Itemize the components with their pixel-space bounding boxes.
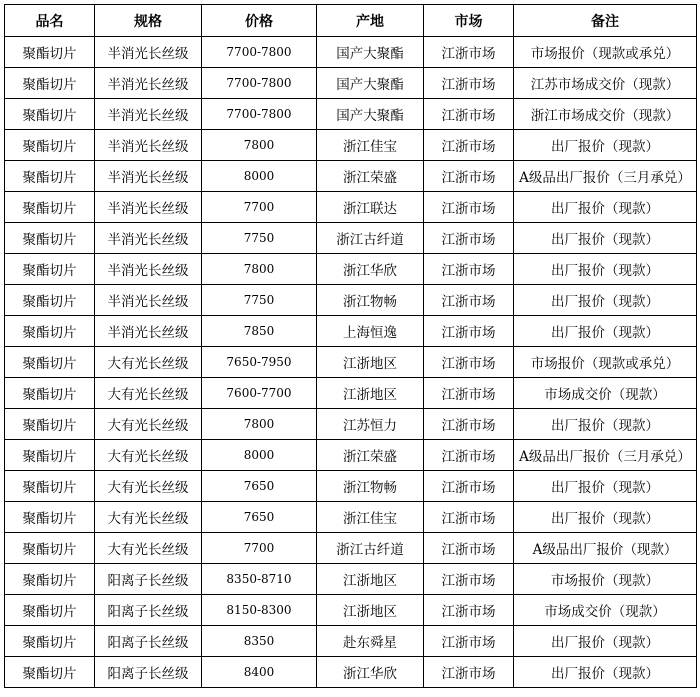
cell-origin: 上海恒逸 [317, 316, 424, 347]
cell-origin: 浙江古纤道 [317, 223, 424, 254]
cell-remarks: 市场成交价（现款） [514, 378, 697, 409]
cell-specification: 大有光长丝级 [95, 471, 202, 502]
cell-market: 江浙市场 [424, 192, 514, 223]
cell-price: 8400 [202, 657, 317, 688]
cell-market: 江浙市场 [424, 409, 514, 440]
cell-product-name: 聚酯切片 [5, 564, 95, 595]
cell-market: 江浙市场 [424, 378, 514, 409]
table-row [5, 595, 697, 626]
cell-remarks: 出厂报价（现款） [514, 130, 697, 161]
cell-price: 8000 [202, 440, 317, 471]
table-row [5, 502, 697, 533]
cell-market: 江浙市场 [424, 347, 514, 378]
table-header-row [5, 5, 697, 37]
table-row [5, 409, 697, 440]
cell-specification: 阳离子长丝级 [95, 595, 202, 626]
cell-price: 7650 [202, 502, 317, 533]
cell-remarks: 市场报价（现款） [514, 564, 697, 595]
header-market: 市场 [424, 5, 514, 37]
cell-product-name: 聚酯切片 [5, 223, 95, 254]
cell-price: 7850 [202, 316, 317, 347]
cell-specification: 半消光长丝级 [95, 161, 202, 192]
cell-price: 7700-7800 [202, 68, 317, 99]
table-row [5, 471, 697, 502]
cell-product-name: 聚酯切片 [5, 316, 95, 347]
cell-product-name: 聚酯切片 [5, 161, 95, 192]
table-row [5, 254, 697, 285]
header-remarks: 备注 [514, 5, 697, 37]
cell-market: 江浙市场 [424, 37, 514, 68]
cell-price: 7800 [202, 130, 317, 161]
table-row [5, 440, 697, 471]
cell-price: 7700-7800 [202, 37, 317, 68]
cell-origin: 江浙地区 [317, 595, 424, 626]
cell-specification: 半消光长丝级 [95, 192, 202, 223]
table-row [5, 378, 697, 409]
table-row [5, 285, 697, 316]
cell-remarks: 出厂报价（现款） [514, 254, 697, 285]
cell-specification: 半消光长丝级 [95, 254, 202, 285]
cell-market: 江浙市场 [424, 130, 514, 161]
cell-price: 7750 [202, 285, 317, 316]
cell-specification: 大有光长丝级 [95, 347, 202, 378]
cell-specification: 半消光长丝级 [95, 130, 202, 161]
cell-specification: 大有光长丝级 [95, 440, 202, 471]
cell-origin: 国产大聚酯 [317, 37, 424, 68]
cell-origin: 浙江物畅 [317, 285, 424, 316]
cell-specification: 大有光长丝级 [95, 533, 202, 564]
cell-price: 7650-7950 [202, 347, 317, 378]
cell-origin: 国产大聚酯 [317, 68, 424, 99]
cell-remarks: 出厂报价（现款） [514, 626, 697, 657]
cell-product-name: 聚酯切片 [5, 533, 95, 564]
cell-remarks: 出厂报价（现款） [514, 223, 697, 254]
cell-market: 江浙市场 [424, 161, 514, 192]
table-row [5, 347, 697, 378]
cell-price: 8000 [202, 161, 317, 192]
cell-market: 江浙市场 [424, 595, 514, 626]
cell-price: 7600-7700 [202, 378, 317, 409]
cell-product-name: 聚酯切片 [5, 68, 95, 99]
cell-remarks: 出厂报价（现款） [514, 316, 697, 347]
cell-product-name: 聚酯切片 [5, 626, 95, 657]
cell-origin: 江浙地区 [317, 378, 424, 409]
table-row [5, 564, 697, 595]
cell-market: 江浙市场 [424, 223, 514, 254]
cell-remarks: 江苏市场成交价（现款） [514, 68, 697, 99]
cell-product-name: 聚酯切片 [5, 254, 95, 285]
cell-remarks: A级品出厂报价（现款） [514, 533, 697, 564]
table-row [5, 657, 697, 688]
cell-origin: 浙江华欣 [317, 254, 424, 285]
header-specification: 规格 [95, 5, 202, 37]
cell-market: 江浙市场 [424, 502, 514, 533]
table-body [5, 37, 697, 688]
cell-origin: 浙江物畅 [317, 471, 424, 502]
cell-origin: 浙江荣盛 [317, 161, 424, 192]
header-price: 价格 [202, 5, 317, 37]
cell-price: 7750 [202, 223, 317, 254]
cell-remarks: 市场报价（现款或承兑） [514, 347, 697, 378]
cell-price: 7700 [202, 533, 317, 564]
cell-specification: 阳离子长丝级 [95, 626, 202, 657]
table-row [5, 161, 697, 192]
cell-product-name: 聚酯切片 [5, 37, 95, 68]
cell-remarks: 出厂报价（现款） [514, 409, 697, 440]
cell-market: 江浙市场 [424, 316, 514, 347]
cell-product-name: 聚酯切片 [5, 657, 95, 688]
cell-product-name: 聚酯切片 [5, 378, 95, 409]
cell-origin: 江浙地区 [317, 347, 424, 378]
cell-price: 8350 [202, 626, 317, 657]
cell-specification: 大有光长丝级 [95, 409, 202, 440]
cell-specification: 半消光长丝级 [95, 68, 202, 99]
cell-market: 江浙市场 [424, 99, 514, 130]
table-row [5, 37, 697, 68]
cell-market: 江浙市场 [424, 68, 514, 99]
cell-remarks: A级品出厂报价（三月承兑） [514, 440, 697, 471]
cell-specification: 半消光长丝级 [95, 316, 202, 347]
cell-specification: 阳离子长丝级 [95, 657, 202, 688]
cell-market: 江浙市场 [424, 564, 514, 595]
cell-specification: 半消光长丝级 [95, 223, 202, 254]
cell-product-name: 聚酯切片 [5, 192, 95, 223]
cell-origin: 浙江荣盛 [317, 440, 424, 471]
table-row [5, 223, 697, 254]
cell-market: 江浙市场 [424, 254, 514, 285]
price-table-container [4, 4, 697, 688]
cell-market: 江浙市场 [424, 626, 514, 657]
table-row [5, 68, 697, 99]
table-row [5, 192, 697, 223]
cell-specification: 阳离子长丝级 [95, 564, 202, 595]
cell-market: 江浙市场 [424, 533, 514, 564]
cell-price: 7700-7800 [202, 99, 317, 130]
cell-origin: 浙江佳宝 [317, 502, 424, 533]
cell-product-name: 聚酯切片 [5, 347, 95, 378]
cell-origin: 江苏恒力 [317, 409, 424, 440]
cell-remarks: 出厂报价（现款） [514, 657, 697, 688]
cell-market: 江浙市场 [424, 440, 514, 471]
cell-product-name: 聚酯切片 [5, 285, 95, 316]
cell-specification: 大有光长丝级 [95, 378, 202, 409]
cell-price: 8150-8300 [202, 595, 317, 626]
cell-origin: 浙江佳宝 [317, 130, 424, 161]
cell-product-name: 聚酯切片 [5, 99, 95, 130]
cell-market: 江浙市场 [424, 471, 514, 502]
cell-remarks: A级品出厂报价（三月承兑） [514, 161, 697, 192]
cell-origin: 江浙地区 [317, 564, 424, 595]
cell-specification: 半消光长丝级 [95, 37, 202, 68]
cell-product-name: 聚酯切片 [5, 471, 95, 502]
cell-price: 7800 [202, 409, 317, 440]
price-table [4, 4, 697, 688]
cell-market: 江浙市场 [424, 285, 514, 316]
table-row [5, 533, 697, 564]
cell-remarks: 市场成交价（现款） [514, 595, 697, 626]
cell-specification: 半消光长丝级 [95, 285, 202, 316]
cell-product-name: 聚酯切片 [5, 409, 95, 440]
cell-product-name: 聚酯切片 [5, 440, 95, 471]
cell-remarks: 出厂报价（现款） [514, 502, 697, 533]
cell-price: 8350-8710 [202, 564, 317, 595]
cell-product-name: 聚酯切片 [5, 502, 95, 533]
header-product-name: 品名 [5, 5, 95, 37]
cell-origin: 浙江古纤道 [317, 533, 424, 564]
cell-price: 7650 [202, 471, 317, 502]
cell-remarks: 出厂报价（现款） [514, 192, 697, 223]
cell-remarks: 出厂报价（现款） [514, 471, 697, 502]
cell-remarks: 出厂报价（现款） [514, 285, 697, 316]
cell-specification: 大有光长丝级 [95, 502, 202, 533]
cell-product-name: 聚酯切片 [5, 130, 95, 161]
cell-remarks: 浙江市场成交价（现款） [514, 99, 697, 130]
table-row [5, 316, 697, 347]
cell-remarks: 市场报价（现款或承兑） [514, 37, 697, 68]
cell-origin: 赴东舜星 [317, 626, 424, 657]
table-row [5, 626, 697, 657]
table-row [5, 130, 697, 161]
cell-origin: 国产大聚酯 [317, 99, 424, 130]
header-origin: 产地 [317, 5, 424, 37]
cell-origin: 浙江联达 [317, 192, 424, 223]
cell-origin: 浙江华欣 [317, 657, 424, 688]
table-row [5, 99, 697, 130]
cell-product-name: 聚酯切片 [5, 595, 95, 626]
cell-price: 7700 [202, 192, 317, 223]
cell-price: 7800 [202, 254, 317, 285]
cell-specification: 半消光长丝级 [95, 99, 202, 130]
cell-market: 江浙市场 [424, 657, 514, 688]
